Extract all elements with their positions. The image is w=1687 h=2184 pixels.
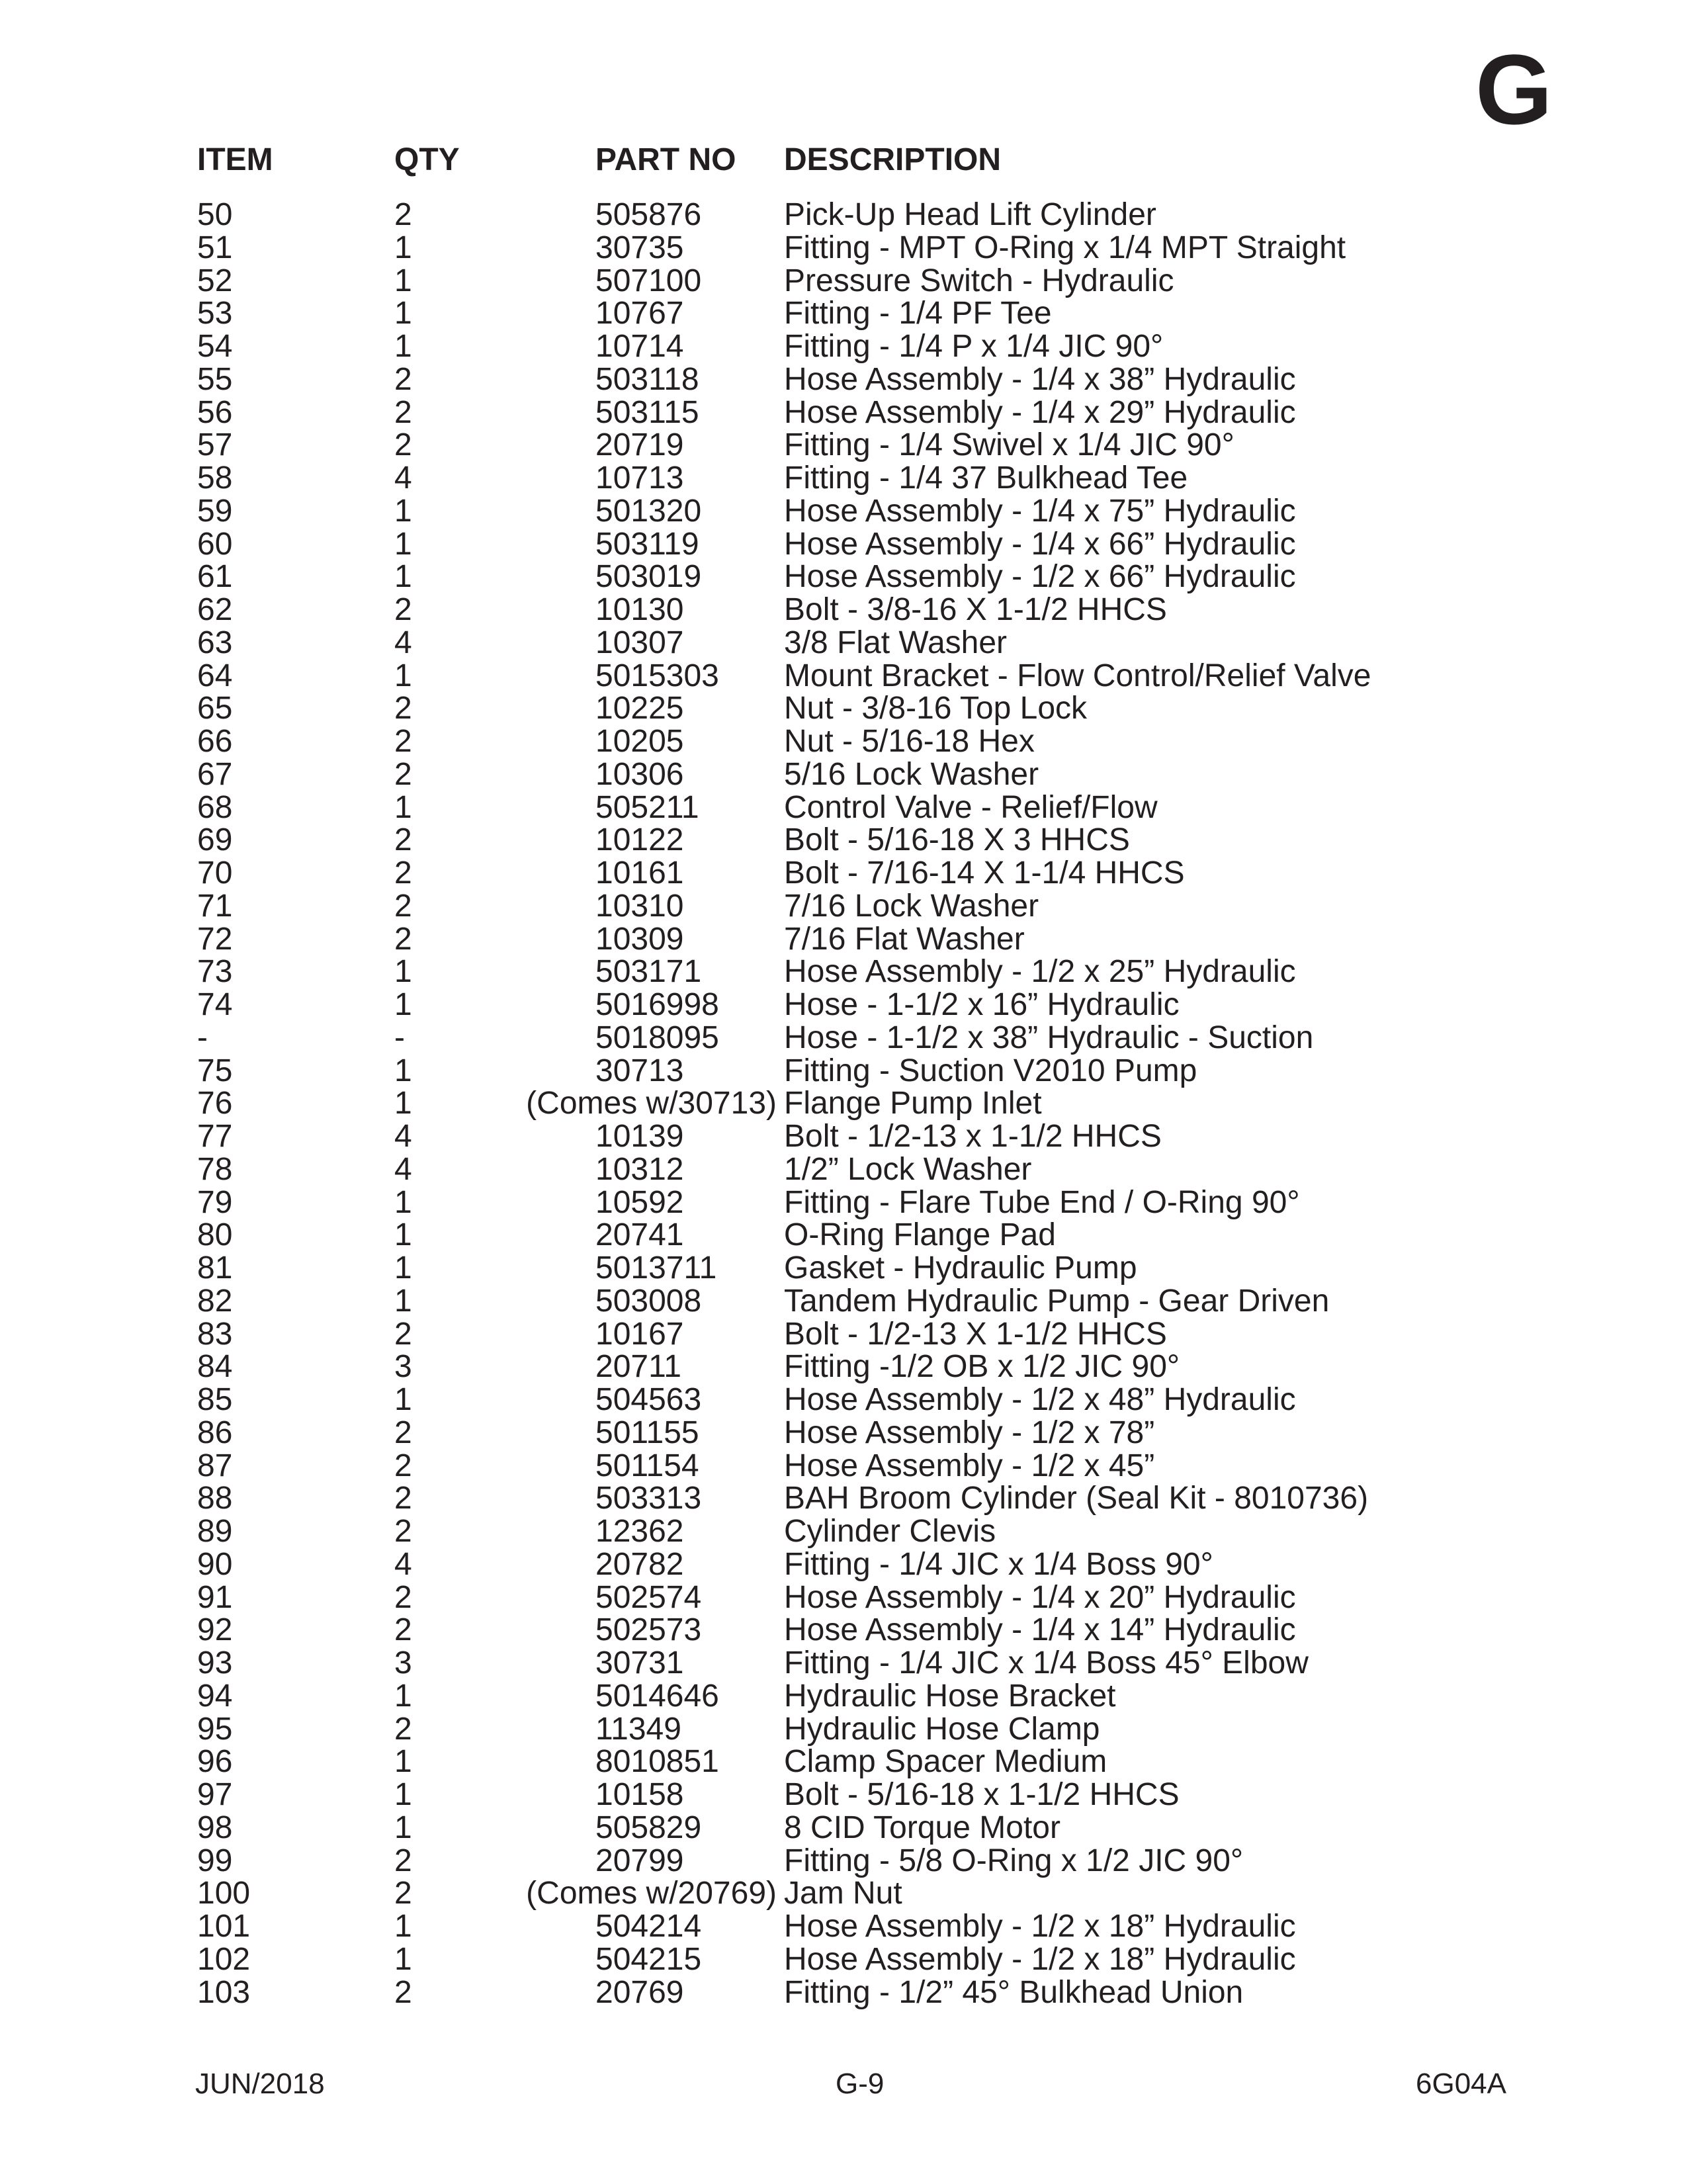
table-row (0, 528, 1687, 561)
part-number: 503171 (595, 954, 702, 990)
part-number: 10161 (595, 855, 684, 891)
part-description: Fitting - Suction V2010 Pump (784, 1053, 1197, 1088)
item-number: 72 (197, 921, 233, 957)
part-description: Hydraulic Hose Bracket (784, 1678, 1116, 1714)
part-number: (Comes w/30713) (526, 1086, 777, 1121)
table-row (0, 1910, 1687, 1943)
item-number: 68 (197, 789, 233, 825)
item-number: 89 (197, 1514, 233, 1549)
table-row (0, 791, 1687, 824)
quantity: 2 (394, 1415, 412, 1450)
part-number: 10225 (595, 691, 684, 726)
table-row (0, 1778, 1687, 1812)
part-description: Hose Assembly - 1/2 x 66” Hydraulic (784, 559, 1296, 595)
part-description: Fitting - 1/4 JIC x 1/4 Boss 90° (784, 1546, 1213, 1582)
part-number: 20782 (595, 1546, 684, 1582)
part-description: Fitting - Flare Tube End / O-Ring 90° (784, 1184, 1300, 1220)
part-description: Fitting - 5/8 O-Ring x 1/2 JIC 90° (784, 1843, 1244, 1878)
quantity: 1 (394, 1744, 412, 1780)
part-number: 501154 (595, 1448, 699, 1483)
part-description: Fitting - MPT O-Ring x 1/4 MPT Straight (784, 230, 1346, 265)
quantity: 2 (394, 1876, 412, 1911)
item-number: 98 (197, 1810, 233, 1845)
part-number: 10130 (595, 592, 684, 627)
part-number: 507100 (595, 263, 702, 298)
part-number: 30735 (595, 230, 684, 265)
quantity: 2 (394, 1481, 412, 1516)
table-row (0, 758, 1687, 791)
item-number: 83 (197, 1316, 233, 1352)
table-row (0, 1417, 1687, 1450)
item-number: 73 (197, 954, 233, 990)
part-number: 20799 (595, 1843, 684, 1878)
item-number: 80 (197, 1217, 233, 1253)
part-description: Fitting - 1/4 P x 1/4 JIC 90° (784, 329, 1164, 364)
table-row (0, 857, 1687, 890)
part-description: Control Valve - Relief/Flow (784, 789, 1158, 825)
table-row (0, 1153, 1687, 1186)
item-number: 64 (197, 658, 233, 693)
part-number: 504563 (595, 1382, 702, 1417)
quantity: 2 (394, 1514, 412, 1549)
section-letter: G (1475, 34, 1553, 145)
part-description: Hose - 1-1/2 x 38” Hydraulic - Suction (784, 1020, 1314, 1055)
item-number: 97 (197, 1777, 233, 1812)
part-description: Hose Assembly - 1/4 x 14” Hydraulic (784, 1612, 1296, 1648)
part-description: Fitting - 1/4 37 Bulkhead Tee (784, 460, 1188, 496)
part-description: Fitting -1/2 OB x 1/2 JIC 90° (784, 1349, 1180, 1385)
part-number: 10312 (595, 1151, 684, 1187)
part-number: 5016998 (595, 987, 719, 1022)
item-number: 69 (197, 822, 233, 858)
part-description: Mount Bracket - Flow Control/Relief Valve (784, 658, 1371, 693)
quantity: 1 (394, 1283, 412, 1319)
part-number: 503119 (595, 526, 699, 562)
table-row (0, 1285, 1687, 1318)
quantity: 2 (394, 394, 412, 430)
part-description: Hose Assembly - 1/2 x 78” (784, 1415, 1155, 1450)
part-number: 10205 (595, 724, 684, 759)
item-number: 65 (197, 691, 233, 726)
quantity: 1 (394, 1678, 412, 1714)
part-number: 501155 (595, 1415, 699, 1450)
item-number: 100 (197, 1876, 251, 1911)
table-row (0, 593, 1687, 627)
part-description: Gasket - Hydraulic Pump (784, 1250, 1137, 1286)
part-number: 503019 (595, 559, 702, 595)
part-description: Cylinder Clevis (784, 1514, 996, 1549)
part-description: Hose Assembly - 1/4 x 75” Hydraulic (784, 493, 1296, 529)
part-description: Hose Assembly - 1/2 x 25” Hydraulic (784, 954, 1296, 990)
quantity: 2 (394, 1711, 412, 1747)
item-number: 55 (197, 361, 233, 397)
part-description: Pressure Switch - Hydraulic (784, 263, 1174, 298)
part-number: 504215 (595, 1941, 702, 1977)
quantity: 1 (394, 1941, 412, 1977)
quantity: 4 (394, 1546, 412, 1582)
table-row (0, 725, 1687, 758)
table-row (0, 560, 1687, 593)
footer-doc-code: 6G04A (1416, 2068, 1506, 2100)
table-row (0, 1022, 1687, 1055)
quantity: 1 (394, 1053, 412, 1088)
item-number: 61 (197, 559, 233, 595)
table-row (0, 1943, 1687, 1976)
part-number: 10310 (595, 888, 684, 924)
quantity: 4 (394, 1119, 412, 1154)
part-number: 505829 (595, 1810, 702, 1845)
part-description: Hose - 1-1/2 x 16” Hydraulic (784, 987, 1180, 1022)
part-description: 8 CID Torque Motor (784, 1810, 1060, 1845)
table-row (0, 1318, 1687, 1351)
quantity: 2 (394, 592, 412, 627)
table-row (0, 396, 1687, 429)
part-description: Clamp Spacer Medium (784, 1744, 1107, 1780)
item-number: - (197, 1020, 208, 1055)
part-description: Hydraulic Hose Clamp (784, 1711, 1100, 1747)
part-description: Hose Assembly - 1/2 x 18” Hydraulic (784, 1941, 1296, 1977)
item-number: 86 (197, 1415, 233, 1450)
quantity: 1 (394, 658, 412, 693)
table-row (0, 1713, 1687, 1746)
table-row (0, 890, 1687, 923)
item-number: 52 (197, 263, 233, 298)
part-description: Pick-Up Head Lift Cylinder (784, 197, 1156, 232)
item-number: 71 (197, 888, 233, 924)
table-row (0, 988, 1687, 1022)
quantity: 1 (394, 526, 412, 562)
parts-table (0, 198, 1687, 2009)
quantity: 2 (394, 1579, 412, 1615)
table-row (0, 1845, 1687, 1878)
table-row (0, 1745, 1687, 1778)
table-row (0, 495, 1687, 528)
part-number: 5018095 (595, 1020, 719, 1055)
part-number: 10592 (595, 1184, 684, 1220)
item-number: 79 (197, 1184, 233, 1220)
quantity: 1 (394, 1382, 412, 1417)
item-number: 78 (197, 1151, 233, 1187)
quantity: 2 (394, 724, 412, 759)
item-number: 90 (197, 1546, 233, 1582)
footer-date: JUN/2018 (195, 2068, 325, 2100)
quantity: 1 (394, 296, 412, 331)
table-row (0, 1680, 1687, 1713)
item-number: 56 (197, 394, 233, 430)
part-description: Fitting - 1/4 Swivel x 1/4 JIC 90° (784, 427, 1234, 463)
part-description: Flange Pump Inlet (784, 1086, 1042, 1121)
item-number: 53 (197, 296, 233, 331)
item-number: 67 (197, 756, 233, 792)
part-description: Hose Assembly - 1/2 x 18” Hydraulic (784, 1909, 1296, 1944)
item-number: 92 (197, 1612, 233, 1648)
part-number: 10158 (595, 1777, 684, 1812)
quantity: 2 (394, 855, 412, 891)
header-item: ITEM (197, 142, 273, 177)
part-number: 20711 (595, 1349, 681, 1385)
item-number: 84 (197, 1349, 233, 1385)
table-row (0, 1976, 1687, 2009)
quantity: 2 (394, 888, 412, 924)
item-number: 62 (197, 592, 233, 627)
table-row (0, 923, 1687, 956)
item-number: 75 (197, 1053, 233, 1088)
table-row (0, 1383, 1687, 1417)
header-qty: QTY (394, 142, 460, 177)
quantity: 2 (394, 1974, 412, 2010)
part-number: 10767 (595, 296, 684, 331)
item-number: 85 (197, 1382, 233, 1417)
part-description: Bolt - 1/2-13 x 1-1/2 HHCS (784, 1119, 1162, 1154)
part-description: Hose Assembly - 1/4 x 20” Hydraulic (784, 1579, 1296, 1615)
table-row (0, 1548, 1687, 1581)
item-number: 59 (197, 493, 233, 529)
part-number: 501320 (595, 493, 702, 529)
part-number: 503008 (595, 1283, 702, 1319)
table-row (0, 1614, 1687, 1647)
quantity: 2 (394, 822, 412, 858)
part-number: 20719 (595, 427, 684, 463)
table-row (0, 627, 1687, 660)
part-description: Nut - 3/8-16 Top Lock (784, 691, 1088, 726)
part-description: Fitting - 1/4 PF Tee (784, 296, 1052, 331)
quantity: 4 (394, 460, 412, 496)
part-number: 503115 (595, 394, 699, 430)
quantity: 3 (394, 1349, 412, 1385)
part-number: 504214 (595, 1909, 702, 1944)
item-number: 70 (197, 855, 233, 891)
quantity: 1 (394, 1184, 412, 1220)
table-row (0, 1252, 1687, 1285)
table-row (0, 1219, 1687, 1252)
footer-page-number: G-9 (836, 2068, 885, 2100)
part-description: Hose Assembly - 1/4 x 38” Hydraulic (784, 361, 1296, 397)
item-number: 58 (197, 460, 233, 496)
part-number: 12362 (595, 1514, 684, 1549)
part-number: 5014646 (595, 1678, 719, 1714)
part-number: 505876 (595, 197, 702, 232)
part-description: Tandem Hydraulic Pump - Gear Driven (784, 1283, 1330, 1319)
part-number: 10309 (595, 921, 684, 957)
item-number: 96 (197, 1744, 233, 1780)
table-row (0, 1515, 1687, 1548)
quantity: 2 (394, 1316, 412, 1352)
part-number: 20769 (595, 1974, 684, 2010)
table-row (0, 462, 1687, 495)
part-description: Bolt - 3/8-16 X 1-1/2 HHCS (784, 592, 1167, 627)
item-number: 93 (197, 1645, 233, 1681)
quantity: 1 (394, 789, 412, 825)
part-number: 30731 (595, 1645, 684, 1681)
part-description: Bolt - 5/16-18 X 3 HHCS (784, 822, 1130, 858)
quantity: 3 (394, 1645, 412, 1681)
part-description: O-Ring Flange Pad (784, 1217, 1056, 1253)
part-number: 502574 (595, 1579, 702, 1615)
quantity: 1 (394, 1250, 412, 1286)
part-number: 10306 (595, 756, 684, 792)
quantity: 1 (394, 987, 412, 1022)
quantity: 1 (394, 559, 412, 595)
quantity: 2 (394, 197, 412, 232)
table-row (0, 330, 1687, 363)
table-row (0, 1186, 1687, 1219)
item-number: 63 (197, 625, 233, 660)
part-description: 3/8 Flat Washer (784, 625, 1008, 660)
part-description: Bolt - 5/16-18 x 1-1/2 HHCS (784, 1777, 1180, 1812)
part-number: 505211 (595, 789, 699, 825)
table-row (0, 429, 1687, 462)
item-number: 60 (197, 526, 233, 562)
table-row (0, 232, 1687, 265)
quantity: 4 (394, 1151, 412, 1187)
table-row (0, 1350, 1687, 1383)
part-number: 5013711 (595, 1250, 717, 1286)
table-row (0, 1087, 1687, 1120)
item-number: 50 (197, 197, 233, 232)
part-number: 502573 (595, 1612, 702, 1648)
quantity: 1 (394, 1777, 412, 1812)
part-number: 10167 (595, 1316, 684, 1352)
item-number: 99 (197, 1843, 233, 1878)
table-row (0, 1647, 1687, 1680)
quantity: 1 (394, 329, 412, 364)
item-number: 77 (197, 1119, 233, 1154)
item-number: 94 (197, 1678, 233, 1714)
item-number: 66 (197, 724, 233, 759)
part-description: Hose Assembly - 1/4 x 29” Hydraulic (784, 394, 1296, 430)
header-description: DESCRIPTION (784, 142, 1002, 177)
part-description: Hose Assembly - 1/2 x 48” Hydraulic (784, 1382, 1296, 1417)
quantity: 1 (394, 1217, 412, 1253)
part-number: 10139 (595, 1119, 684, 1154)
item-number: 54 (197, 329, 233, 364)
part-description: Bolt - 7/16-14 X 1-1/4 HHCS (784, 855, 1185, 891)
part-description: Fitting - 1/2” 45° Bulkhead Union (784, 1974, 1244, 2010)
part-description: 7/16 Lock Washer (784, 888, 1039, 924)
part-number: 503118 (595, 361, 699, 397)
quantity: 2 (394, 756, 412, 792)
part-description: 7/16 Flat Washer (784, 921, 1025, 957)
quantity: 2 (394, 1843, 412, 1878)
part-number: 5015303 (595, 658, 719, 693)
item-number: 81 (197, 1250, 233, 1286)
quantity: 2 (394, 691, 412, 726)
part-description: Fitting - 1/4 JIC x 1/4 Boss 45° Elbow (784, 1645, 1309, 1681)
quantity: 1 (394, 1810, 412, 1845)
item-number: 102 (197, 1941, 251, 1977)
table-row (0, 297, 1687, 330)
table-row (0, 660, 1687, 693)
part-description: 5/16 Lock Washer (784, 756, 1039, 792)
part-description: Jam Nut (784, 1876, 902, 1911)
part-number: 8010851 (595, 1744, 719, 1780)
item-number: 82 (197, 1283, 233, 1319)
table-row (0, 1450, 1687, 1483)
quantity: 2 (394, 1448, 412, 1483)
part-number: 11349 (595, 1711, 681, 1747)
part-number: 10307 (595, 625, 684, 660)
quantity: - (394, 1020, 405, 1055)
quantity: 1 (394, 1909, 412, 1944)
part-number: 20741 (595, 1217, 684, 1253)
quantity: 2 (394, 921, 412, 957)
table-row (0, 955, 1687, 988)
item-number: 95 (197, 1711, 233, 1747)
header-part-no: PART NO (595, 142, 736, 177)
part-number: 30713 (595, 1053, 684, 1088)
quantity: 1 (394, 263, 412, 298)
quantity: 1 (394, 1086, 412, 1121)
table-row (0, 1482, 1687, 1515)
quantity: 2 (394, 1612, 412, 1648)
part-number: 10122 (595, 822, 684, 858)
quantity: 2 (394, 427, 412, 463)
item-number: 101 (197, 1909, 251, 1944)
item-number: 91 (197, 1579, 233, 1615)
item-number: 74 (197, 987, 233, 1022)
table-row (0, 1055, 1687, 1088)
quantity: 2 (394, 361, 412, 397)
table-row (0, 1877, 1687, 1910)
part-number: 10713 (595, 460, 684, 496)
quantity: 4 (394, 625, 412, 660)
item-number: 103 (197, 1974, 251, 2010)
quantity: 1 (394, 230, 412, 265)
part-number: (Comes w/20769) (526, 1876, 777, 1911)
item-number: 87 (197, 1448, 233, 1483)
table-row (0, 1581, 1687, 1614)
item-number: 57 (197, 427, 233, 463)
part-description: Nut - 5/16-18 Hex (784, 724, 1035, 759)
table-row (0, 1120, 1687, 1153)
table-row (0, 692, 1687, 725)
quantity: 1 (394, 493, 412, 529)
quantity: 1 (394, 954, 412, 990)
part-description: Hose Assembly - 1/2 x 45” (784, 1448, 1155, 1483)
table-row (0, 198, 1687, 232)
part-description: 1/2” Lock Washer (784, 1151, 1032, 1187)
part-number: 10714 (595, 329, 684, 364)
item-number: 51 (197, 230, 233, 265)
item-number: 88 (197, 1481, 233, 1516)
part-description: Bolt - 1/2-13 X 1-1/2 HHCS (784, 1316, 1167, 1352)
part-description: Hose Assembly - 1/4 x 66” Hydraulic (784, 526, 1296, 562)
part-description: BAH Broom Cylinder (Seal Kit - 8010736) (784, 1481, 1369, 1516)
table-row (0, 1812, 1687, 1845)
table-row (0, 265, 1687, 298)
part-number: 503313 (595, 1481, 702, 1516)
table-row (0, 363, 1687, 396)
item-number: 76 (197, 1086, 233, 1121)
table-row (0, 824, 1687, 857)
